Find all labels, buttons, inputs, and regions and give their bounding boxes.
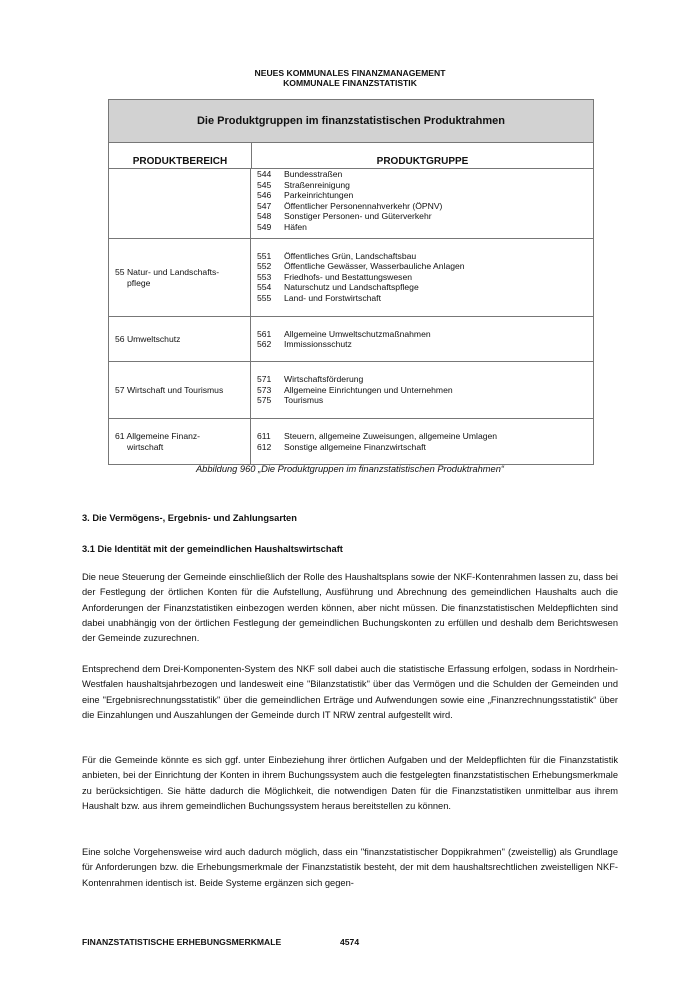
list-item: 562 Immissionsschutz xyxy=(257,339,352,349)
product-area xyxy=(109,169,251,238)
table-row xyxy=(109,169,593,239)
table-row xyxy=(109,317,593,362)
list-item: 547 Öffentlicher Personennahverkehr (ÖPNV) xyxy=(257,200,443,211)
list-item: 573 Allgemeine Einrichtungen und Unternehmen xyxy=(257,384,453,395)
list-item: 555 Land- und Forstwirtschaft xyxy=(257,292,381,303)
list-item: 611 Steuern, allgemeine Zuweisungen, allgemeine Umlagen xyxy=(257,431,498,441)
list-item: 546 Parkeinrichtungen xyxy=(257,190,354,200)
footer-label: FINANZSTATISTISCHE ERHEBUNGSMERKMALE xyxy=(82,937,282,947)
list-item: 612 Sonstige allgemeine Finanzwirtschaft xyxy=(257,441,426,452)
header-line-2: KOMMUNALE FINANZSTATISTIK xyxy=(283,78,417,88)
list-item: 571 Wirtschaftsförderung xyxy=(257,374,364,385)
table-column-headers xyxy=(109,143,593,169)
table-row xyxy=(109,419,593,464)
list-item: 575 Tourismus xyxy=(257,395,324,406)
product-group-list xyxy=(251,169,593,238)
product-area: 57 Wirtschaft und Tourismus xyxy=(109,362,251,418)
product-group-table xyxy=(108,99,594,465)
column-header-produktbereich: PRODUKTBEREICH xyxy=(109,143,252,168)
paragraph-4: Eine solche Vorgehensweise wird auch dadurch möglich, dass ein "finanzstatistischer Doppikrahmen" (zweistellig) als Grundlage für Anforderungen bzw. die Erhebungsmerkmale der Finanzstatistik besteht, der mit dem haushaltsrechtlichen zweistelligen NKF-Kontenrahmen identisch ist. Beide Systeme ergänzen sich gegen- xyxy=(82,847,618,888)
list-item: 554 Naturschutz und Landschaftspflege xyxy=(257,282,419,292)
list-item: 561 Allgemeine Umweltschutzmaßnahmen xyxy=(257,328,431,339)
column-header-produktgruppe: PRODUKTGRUPPE xyxy=(376,156,469,167)
header-line-1: NEUES KOMMUNALES FINANZMANAGEMENT xyxy=(254,68,446,78)
list-item: 551 Öffentliches Grün, Landschaftsbau xyxy=(257,250,417,261)
paragraph-2: Entsprechend dem Drei-Komponenten-System des NKF soll dabei auch die statistische Erfassung erfolgen, sodass in Nordrhein-Westfalen haushaltsjahrbezogen und landesweit eine "Bilanzstatistik" über das Vermögen und die Schulden der Gemeinden und eine "Ergebnisrechnungsstatistik" über die gemeindlichen Erträge und Aufwendungen sowie eine „Finanzrechnungsstatistik“ über die Einzahlungen und Auszahlungen der Gemeinde durch IT NRW zentral aufgestellt wird. xyxy=(82,664,618,720)
product-group-list xyxy=(251,362,593,418)
section-heading-3-1: 3.1 Die Identität mit der gemeindlichen Haushaltswirtschaft xyxy=(82,544,343,554)
section-heading-3: 3. Die Vermögens-, Ergebnis- und Zahlungsarten xyxy=(82,513,297,523)
product-area: 61 Allgemeine Finanz- wirtschaft xyxy=(109,419,251,464)
product-group-list xyxy=(251,419,593,464)
list-item: 553 Friedhofs- und Bestattungswesen xyxy=(257,271,413,282)
list-item: 548 Sonstiger Personen- und Güterverkehr xyxy=(257,211,432,221)
product-group-list xyxy=(251,239,593,316)
table-row xyxy=(109,239,593,317)
product-group-list xyxy=(251,317,593,361)
list-item: 544 Bundesstraßen xyxy=(257,169,343,179)
product-area: 55 Natur- und Landschafts- pflege xyxy=(109,239,251,316)
list-item: 545 Straßenreinigung xyxy=(257,179,350,190)
paragraph-3: Für die Gemeinde könnte es sich ggf. unter Einbeziehung ihrer örtlichen Aufgaben und der Meldepflichten für die Finanzstatistik anbieten, bei der Einrichtung der Konten in ihrem Buchungssystem auch die festgelegten finanzstatistischen Erhebungsmerkmale zu berücksichtigen. Sie hätte dadurch die Möglichkeit, die notwendigen Daten für die Finanzstatistiken unmittelbar aus ihrem Haushalt bzw. aus ihrem gemeindlichen Buchungssystem heraus bereitstellen zu können. xyxy=(82,755,618,811)
table-title: Die Produktgruppen im finanzstatistischen Produktrahmen xyxy=(109,100,593,143)
table-row xyxy=(109,362,593,419)
list-item: 549 Häfen xyxy=(257,221,307,232)
page-header xyxy=(0,68,700,88)
page-number: 4574 xyxy=(340,937,360,947)
figure-caption: Abbildung 960 „Die Produktgruppen im finanzstatistischen Produktrahmen“ xyxy=(195,464,504,474)
paragraph-1: Die neue Steuerung der Gemeinde einschließlich der Rolle des Haushaltsplans sowie der NKF-Kontenrahmen lassen zu, dass bei der Festlegung der örtlichen Konten für die Aufstellung, Ausführung und Abrechnung des gemeindlichen Haushalts auch die Anforderungen der Finanzstatistiken einbezogen werden können, aber nicht müssen. Die finanzstatistischen Meldepflichten sind dabei unabhängig von der örtlichen Festlegung der gemeindlichen Buchungskonten zu erfüllen und deshalb dem Berichtswesen der Gemeinde zuzurechnen. xyxy=(82,572,618,644)
page-footer xyxy=(82,937,360,947)
list-item: 552 Öffentliche Gewässer, Wasserbauliche Anlagen xyxy=(257,261,465,271)
product-area: 56 Umweltschutz xyxy=(109,317,251,361)
